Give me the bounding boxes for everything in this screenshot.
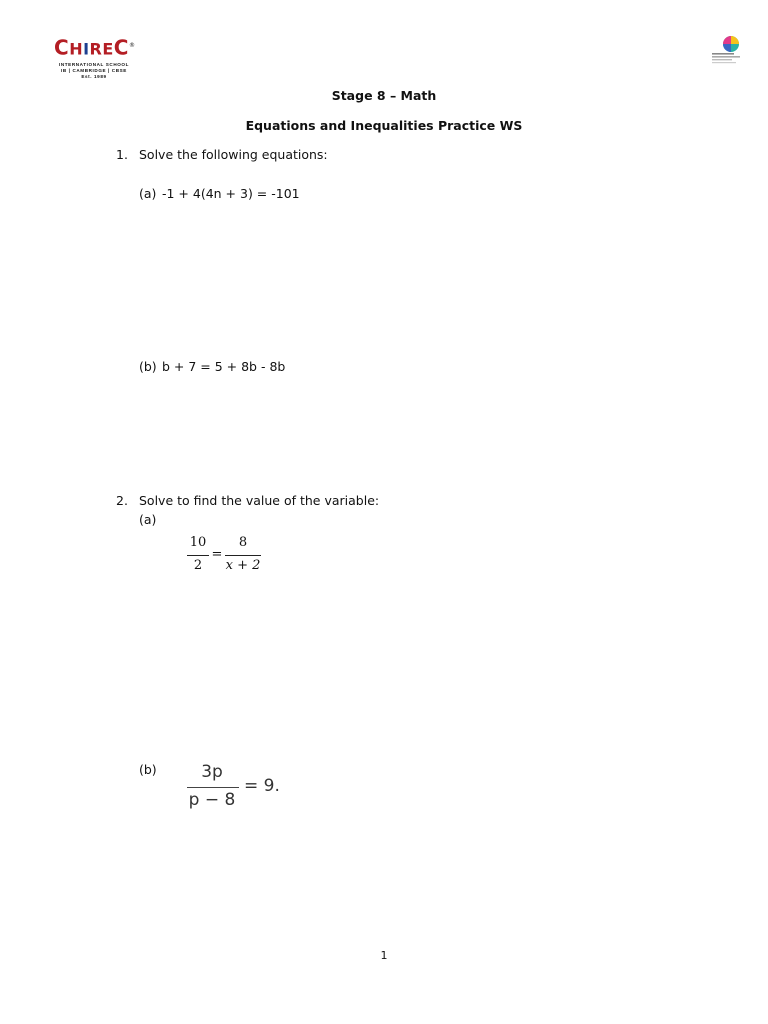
fraction-right-denominator: x + 2 bbox=[225, 558, 261, 573]
worksheet-subtitle: Equations and Inequalities Practice WS bbox=[245, 118, 523, 133]
question-2a-label: (a) bbox=[139, 512, 157, 527]
fraction-numerator: 3p bbox=[201, 762, 223, 782]
chirec-logo bbox=[54, 36, 150, 80]
fraction-right-numerator: 8 bbox=[238, 535, 248, 550]
question-1a-equation: -1 + 4(4n + 3) = -101 bbox=[162, 186, 300, 201]
fraction-denominator: p − 8 bbox=[188, 790, 236, 810]
fraction-left-denominator: 2 bbox=[193, 558, 203, 573]
equals-sign: = bbox=[211, 547, 223, 562]
fraction-bar bbox=[187, 787, 239, 788]
question-1-number: 1. bbox=[116, 147, 128, 162]
question-1b-label: (b) bbox=[139, 359, 157, 374]
question-2b-equation bbox=[184, 762, 294, 816]
page-number: 1 bbox=[380, 949, 388, 962]
partner-logo-icon bbox=[710, 36, 742, 66]
page-title: Stage 8 – Math bbox=[331, 88, 437, 103]
fraction-left-numerator: 10 bbox=[189, 535, 207, 550]
question-1b-equation: b + 7 = 5 + 8b - 8b bbox=[162, 359, 286, 374]
logo-line-1: INTERNATIONAL SCHOOL bbox=[58, 61, 129, 67]
logo-line-3: Est. 1989 bbox=[81, 73, 107, 79]
equals-nine: = 9. bbox=[244, 776, 280, 796]
question-2-number: 2. bbox=[116, 493, 128, 508]
fraction-right-bar bbox=[225, 555, 261, 556]
fraction-left-bar bbox=[187, 555, 209, 556]
question-1-prompt: Solve the following equations: bbox=[139, 147, 328, 162]
question-2-prompt: Solve to find the value of the variable: bbox=[139, 493, 380, 508]
question-2a-equation bbox=[185, 535, 265, 579]
question-1a-label: (a) bbox=[139, 186, 157, 201]
logo-line-2: IB | CAMBRIDGE | CBSE bbox=[61, 67, 127, 73]
question-2b-label: (b) bbox=[139, 762, 157, 777]
logo-wordmark: CHIREC® bbox=[54, 35, 136, 60]
